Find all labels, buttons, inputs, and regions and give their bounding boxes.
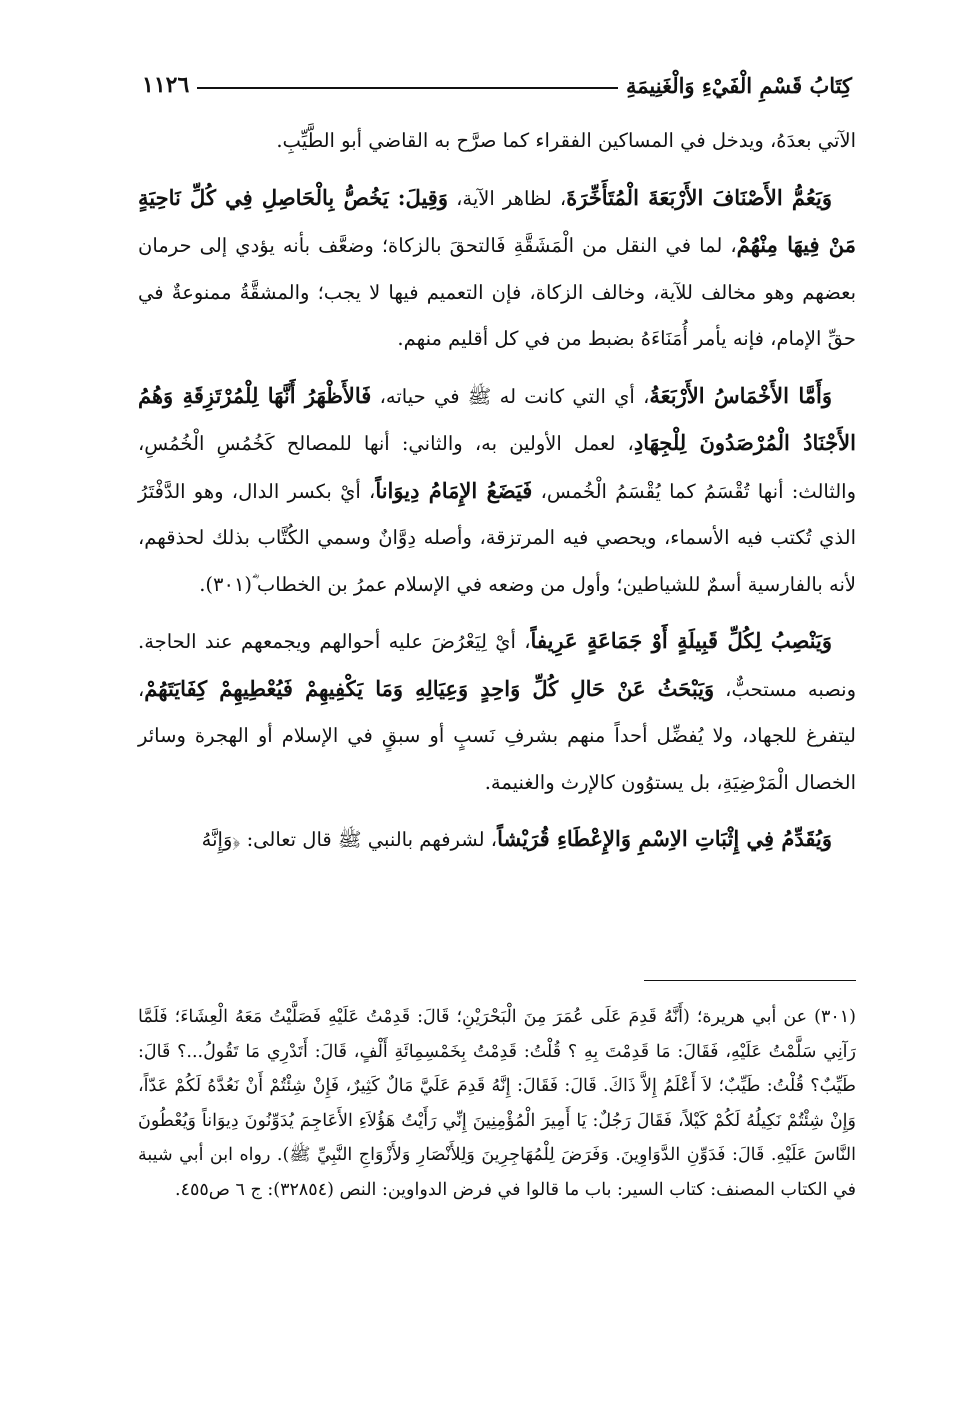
- paragraph: [138, 175, 856, 363]
- paragraph: [138, 618, 856, 806]
- commentary-text: ، أيْ بكسر الدال، وهو الدَّفْتَرُ الذي تُكتب فيه الأسماء، ويحصي فيه المرتزقة، وأصله دِوَّانٌ وسمي الكُتَّاب بذلك لحذقهم، لأنه بالفارسية أسمٌ للشياطين؛ وأول من وضعه في الإسلام عمرُ بن الخطاب ؓ(٣٠١).: [138, 479, 856, 596]
- matn-text: وَقِيلَ: يَخُصُّ بِالْحَاصِلِ فِي كُلِّ نَاحِيَةٍ مَنْ فِيهَا مِنْهُمْ: [138, 184, 856, 257]
- commentary-text: ، لشرفهم بالنبي ﷺ قال تعالى: ﴿وَإِنَّهُ: [201, 828, 498, 851]
- paragraph: [138, 118, 856, 165]
- commentary-text: (٣٠١) عن أبي هريرة؛ (أَنَّهُ قَدِمَ عَلَى عُمَرَ مِنَ الْبَحْرَيْنِ؛ قَالَ: قَدِمْتُ عَلَيْهِ فَصَلَّيْتُ مَعَهُ الْعِشَاءَ؛ فَلَمَّا رَآنِي سَلَّمْتُ عَلَيْهِ، فَقَالَ: مَا قَدِمْتَ بِهِ ؟ قُلْتُ: قَدِمْتُ بِخَمْسِمِائَةِ أَلْفٍ، قَالَ: أَتَدْرِي مَا تَقُولُ...؟ قَالَ: طَيِّبٌ؟ قُلْتُ: طَيِّبٌ؛ لاَ أَعْلَمُ إِلاَّ ذَاكَ. قَالَ: فَقَالَ: إِنَّهُ قَدِمَ عَلَيَّ مَالٌ كَثِيرٌ، فَإِنْ شِئْتُمْ أَنْ نَعُدَّهُ لَكُمْ عَدّاً، وَإِنْ شِئْتُمْ نَكِيلُهُ لَكُمْ كَيْلاً، فَقَالَ رَجُلٌ: يَا أَمِيرَ الْمُؤْمِنِينَ إِنِّي رَأَيْتُ هَؤُلاَءِ الأَعَاجِمَ يُدَوِّنُونَ دِيوَاناً وَيُعْطُونَ النَّاسَ عَلَيْهِ. قَالَ: فَدَوِّنِ الدَّوَاوِينَ. وَفَرَضَ لِلْمُهَاجِرِينَ وَلِلأَنْصَارِ وَلأَزْوَاجِ النَّبِيِّ ﷺ). رواه ابن أبي شيبة في الكتاب المصنف: كتاب السير: باب ما قالوا في فرض الدواوين: النص (٣٢٨٥٤): ج ٦ ص٤٥٥.: [138, 1007, 856, 1200]
- commentary-text: ، لظاهر الآية،: [447, 186, 567, 210]
- matn-text: وَأَمَّا الأَخْمَاسُ الأَرْبَعَةُ: [649, 382, 832, 408]
- matn-text: وَيَعُمُّ الأَصْنَافَ الأَرْبَعَةَ الْمُتَأَخِّرَةَ: [566, 184, 832, 210]
- footnote-separator: [644, 980, 856, 981]
- header-rule: [197, 87, 618, 89]
- footnotes: [138, 1000, 856, 1207]
- paragraph: [138, 373, 856, 609]
- commentary-text: ، لعمل الأولين به، والثاني: أنها للمصالح كَخُمُسِ الْخُمُسِ، والثالث: أنها تُقْسَمُ كما يُقْسَمُ الْخُمس،: [138, 432, 856, 503]
- book-title: كِتَابُ قَسْمِ الْفَيْءِ وَالْغَنِيمَةِ: [626, 73, 852, 98]
- paragraph: [138, 816, 856, 864]
- commentary-text: ، أي التي كانت له ﷺ في حياته،: [371, 384, 650, 408]
- commentary-text: ، ليتفرغ للجهاد، ولا يُفضِّل أحداً منهم بشرفِ نَسبٍ أو سبقٍ في الإسلام أو الهجرة وسائر الخصال الْمَرْضِيَةِ، بل يستوُون كالإرث والغنيمة.: [138, 677, 856, 794]
- commentary-text: الآتي بعدَهُ، ويدخل في المساكين الفقراء كما صرَّح به القاضي أبو الطَّيِّبِ.: [276, 129, 856, 152]
- matn-text: فَيَضَعُ الإِمَامُ دِيوَاناً: [375, 477, 533, 503]
- matn-text: وَيُقَدِّمُ فِي إِثْبَاتِ الاِسْمِ وَالإِعْطَاءِ قُرَيْشاً: [497, 826, 832, 851]
- matn-text: وَيَنْصِبُ لِكُلِّ قَبِيلَةٍ أَوْ جَمَاعَةٍ عَرِيفاً: [530, 628, 832, 653]
- commentary-text: ، لما في النقل من الْمَشَقَّةِ فَالتحقَ بالزكاة؛ وضعَّف بأنه يؤدي إلى حرمان بعضهم وهو مخالف للآية، وخالف الزكاة، فإن التعميم فيها لا يجب؛ والمشقَّةُ ممنوعةٌ في حقِّ الإمام، فإنه يأمر أُمَنَاءَهُ بضبط من في كل أقليم منهم.: [138, 234, 856, 350]
- main-text: [138, 118, 856, 874]
- matn-text: وَيَبْحَثُ عَنْ حَالِ كُلِّ وَاحِدٍ وَعِيَالِهِ وَمَا يَكْفِيهِمْ فَيُعْطِيهِمْ كِفَايَتَهُمْ: [144, 675, 715, 701]
- page-number: ١١٢٦: [142, 72, 190, 98]
- page-header: [142, 58, 852, 98]
- matn-text: فَالأَظْهَرُ أَنَّهَا لِلْمُرْتَزِقَةِ وَهُمُ الأَجْنَادُ الْمُرْصَدُونَ لِلْجِهَادِ: [138, 382, 856, 455]
- commentary-text: ، أيْ لِيَعْرُضَ عليه أحوالهم ويجمعهم عند الحاجة. ونصبه مستحبٌّ،: [138, 630, 856, 701]
- footnote-301: [138, 1000, 856, 1207]
